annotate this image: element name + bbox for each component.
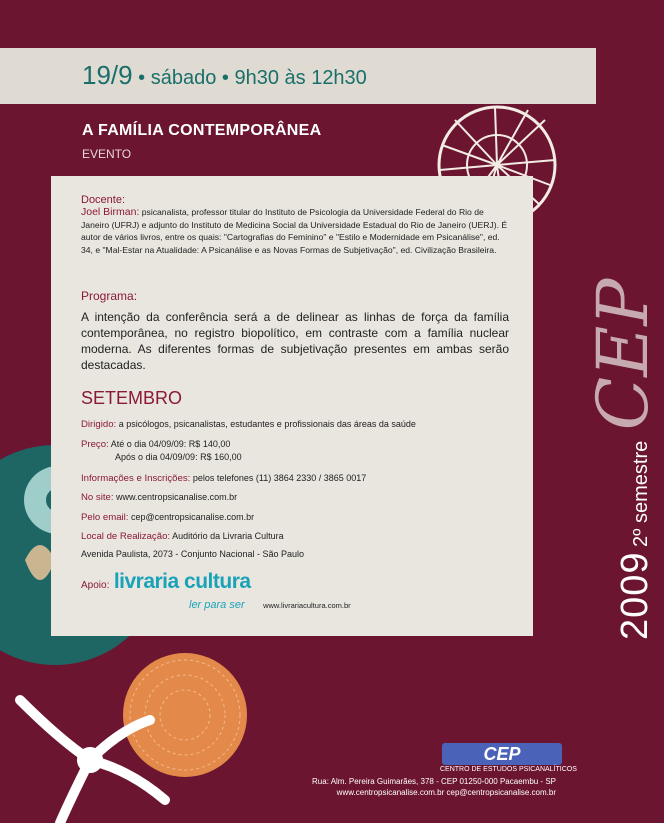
date-detail: • sábado • 9h30 às 12h30 bbox=[138, 67, 367, 89]
local-value: Auditório da Livraria Cultura bbox=[172, 531, 284, 541]
apoio-slogan: ler para ser bbox=[189, 599, 245, 611]
preco-row bbox=[81, 439, 509, 450]
preco-label: Preço: bbox=[81, 439, 109, 450]
apoio-url[interactable]: www.livrariacultura.com.br bbox=[263, 601, 351, 610]
event-type: EVENTO bbox=[82, 147, 132, 161]
site-link[interactable]: www.centropsicanalise.com.br bbox=[116, 492, 238, 502]
inscricoes-row bbox=[81, 473, 509, 484]
event-title: A FAMÍLIA CONTEMPORÂNEA bbox=[82, 122, 322, 139]
footer-contacts: www.centropsicanalise.com.br cep@centropsicanalise.com.br bbox=[336, 788, 556, 797]
docente-label: Docente: bbox=[81, 194, 126, 206]
programa-text: A intenção da conferência será a de delinear as linhas de força da família contemporânea, no registro biopolítico, em contraste com a família nuclear moderna. As diferentes formas de subjetivação presentes em ambas serão destacadas. bbox=[81, 310, 509, 372]
year-label: 2009 bbox=[614, 551, 656, 640]
cep-logo-subtitle: CENTRO DE ESTUDOS PSICANALÍTICOS bbox=[440, 766, 577, 773]
inscricoes-label: Informações e Inscrições: bbox=[81, 473, 191, 484]
dirigido-value: a psicólogos, psicanalistas, estudantes e profissionais das áreas da saúde bbox=[118, 419, 416, 429]
apoio-block bbox=[81, 570, 509, 594]
cep-script-logo: CEP bbox=[582, 278, 664, 431]
email-row bbox=[81, 512, 509, 523]
local-address: Avenida Paulista, 2073 - Conjunto Nacional - São Paulo bbox=[81, 549, 304, 559]
site-row bbox=[81, 492, 509, 503]
docente-bio-block bbox=[81, 206, 509, 256]
event-date bbox=[82, 60, 367, 91]
white-network-decoration bbox=[20, 700, 165, 823]
local-label: Local de Realização: bbox=[81, 531, 171, 542]
inscricoes-value: pelos telefones (11) 3864 2330 / 3865 0017 bbox=[192, 473, 367, 483]
month-heading: SETEMBRO bbox=[81, 388, 183, 408]
semester-label: 2º semestre bbox=[630, 440, 652, 547]
orange-circle-decoration bbox=[123, 653, 247, 777]
docente-name: Joel Birman: bbox=[81, 206, 140, 218]
date-day: 19/9 bbox=[82, 60, 133, 90]
email-link[interactable]: cep@centropsicanalise.com.br bbox=[130, 512, 255, 522]
dirigido-label: Dirigido: bbox=[81, 419, 117, 430]
footer-address bbox=[312, 776, 556, 798]
livraria-cultura-logo: livraria cultura bbox=[113, 570, 251, 593]
vertical-semester-text bbox=[582, 279, 664, 640]
apoio-slogan-row bbox=[189, 595, 617, 613]
content-panel bbox=[51, 176, 533, 636]
apoio-label: Apoio: bbox=[81, 580, 110, 591]
email-label: Pelo email: bbox=[81, 512, 129, 523]
dirigido-row bbox=[81, 419, 509, 430]
footer-street: Rua: Alm. Pereira Guimarães, 378 - CEP 01250-000 Pacaembu - SP bbox=[312, 777, 556, 786]
programa-label: Programa: bbox=[81, 289, 138, 303]
site-label: No site: bbox=[81, 492, 114, 503]
preco-value-1: Até o dia 04/09/09: R$ 140,00 bbox=[110, 439, 231, 449]
preco-value-2: Após o dia 04/09/09: R$ 160,00 bbox=[115, 452, 242, 462]
local-row bbox=[81, 531, 509, 542]
cep-logo: CEP bbox=[442, 743, 562, 765]
docente-bio: psicanalista, professor titular do Instituto de Psicologia da Universidade Federal do Rio de Janeiro (UFRJ) e adjunto do Instituto de Medicina Social da Universidade Estadual do Rio de Janeiro (UERJ). É autor de vários livros, entre os quais: "Cartografias do Feminino" e "Estilo e Modernidade em Psicanálise", ed. 34, e "Mal-Estar na Atualidade: A Psicanálise e as Novas Formas de Subjetivação", ed. Civilização Brasileira. bbox=[81, 207, 508, 255]
